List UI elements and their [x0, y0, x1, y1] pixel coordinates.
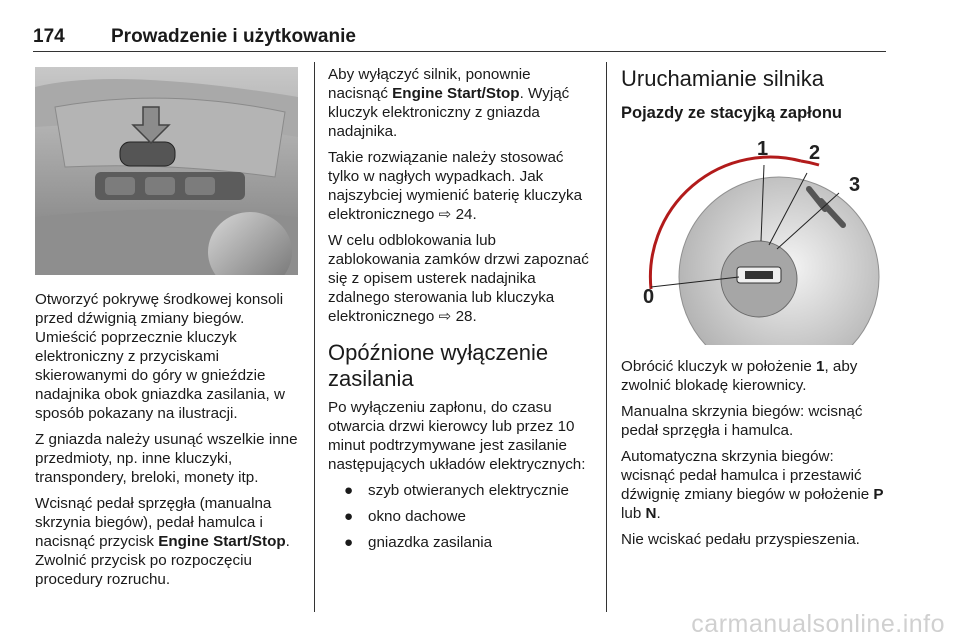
column-divider-2	[606, 62, 607, 612]
page-header	[33, 26, 356, 48]
header-rule	[33, 51, 886, 52]
position-label-3: 3	[849, 174, 861, 196]
column-1	[35, 290, 303, 596]
watermark: carmanualsonline.info	[691, 610, 945, 638]
subsection-heading: Pojazdy ze stacyjką zapłonu	[621, 104, 842, 122]
engine-start-stop-label: Engine Start/Stop	[158, 533, 286, 550]
position-label-0: 0	[643, 286, 655, 308]
bullet-icon: ●	[344, 482, 354, 499]
list-item: ● gniazdka zasilania	[344, 534, 493, 551]
paragraph: Otworzyć pokrywę środkowej konsoli przed dźwignią zmiany biegów. Umieścić poprzecznie kluczyk elektroniczny z przyciskami skierowanymi do góry w gnieździe nadajnika obok gniazdka zasilania, w sposób pokazany na ilustracji.	[35, 291, 285, 422]
ignition-diagram	[621, 127, 886, 345]
paragraph: Obrócić kluczyk w położenie 1, aby zwolnić blokadę kierownicy.	[621, 358, 858, 394]
page-ref-icon: ⇨	[438, 308, 452, 325]
column-divider-1	[314, 62, 315, 612]
paragraph: Wcisnąć pedał sprzęgła (manualna skrzynia biegów), pedał hamulca i nacisnąć przycisk Engine Start/Stop. Zwolnić przycisk po rozpoczęciu procedury rozruchu.	[35, 495, 290, 588]
list-item: ● okno dachowe	[344, 508, 466, 525]
paragraph: Nie wciskać pedału przyspieszenia.	[621, 531, 860, 548]
position-label-2: 2	[809, 142, 821, 164]
paragraph: Manualna skrzynia biegów: wcisnąć pedał sprzęgła i hamulca.	[621, 403, 863, 439]
paragraph: Aby wyłączyć silnik, ponownie nacisnąć Engine Start/Stop. Wyjąć kluczyk elektroniczny z gniazda nadajnika.	[328, 66, 570, 140]
paragraph: Takie rozwiązanie należy stosować tylko w nagłych wypadkach. Jak najszybciej wymienić baterię kluczyka elektronicznego ⇨ 24.	[328, 149, 583, 223]
paragraph: W celu odblokowania lub zablokowania zamków drzwi zapoznać się z opisem usterek nadajnika zdalnego sterowania lub kluczyka elektronicznego ⇨ 28.	[328, 232, 589, 325]
page-ref-link[interactable]: 28.	[455, 308, 477, 325]
section-heading: Uruchamianie silnika	[621, 66, 824, 91]
page-ref-icon: ⇨	[438, 206, 452, 223]
position-label-1: 1	[757, 138, 769, 160]
paragraph: Z gniazda należy usunąć wszelkie inne przedmioty, np. inne kluczyki, transpondery, breloki, monety itp.	[35, 431, 298, 486]
section-heading: Opóźnione wyłączenie zasilania	[328, 340, 549, 391]
page-title: Prowadzenie i użytkowanie	[111, 26, 356, 47]
bullet-icon: ●	[344, 508, 354, 525]
paragraph: Po wyłączeniu zapłonu, do czasu otwarcia drzwi kierowcy lub przez 10 minut podtrzymywane jest zasilanie następujących układów elektrycznych:	[328, 399, 586, 473]
bullet-icon: ●	[344, 534, 354, 551]
console-photo	[35, 67, 298, 275]
engine-start-stop-label: Engine Start/Stop	[392, 85, 520, 102]
page-ref-link[interactable]: 24.	[455, 206, 477, 223]
bullet-list	[328, 481, 590, 552]
list-item: ● szyb otwieranych elektrycznie	[344, 482, 569, 499]
column-2	[328, 65, 590, 559]
paragraph: Automatyczna skrzynia biegów: wcisnąć pedał hamulca i przestawić dźwignię zmiany biegów w położenie P lub N.	[621, 448, 884, 522]
page-number: 174	[33, 26, 65, 47]
column-3	[621, 357, 889, 556]
